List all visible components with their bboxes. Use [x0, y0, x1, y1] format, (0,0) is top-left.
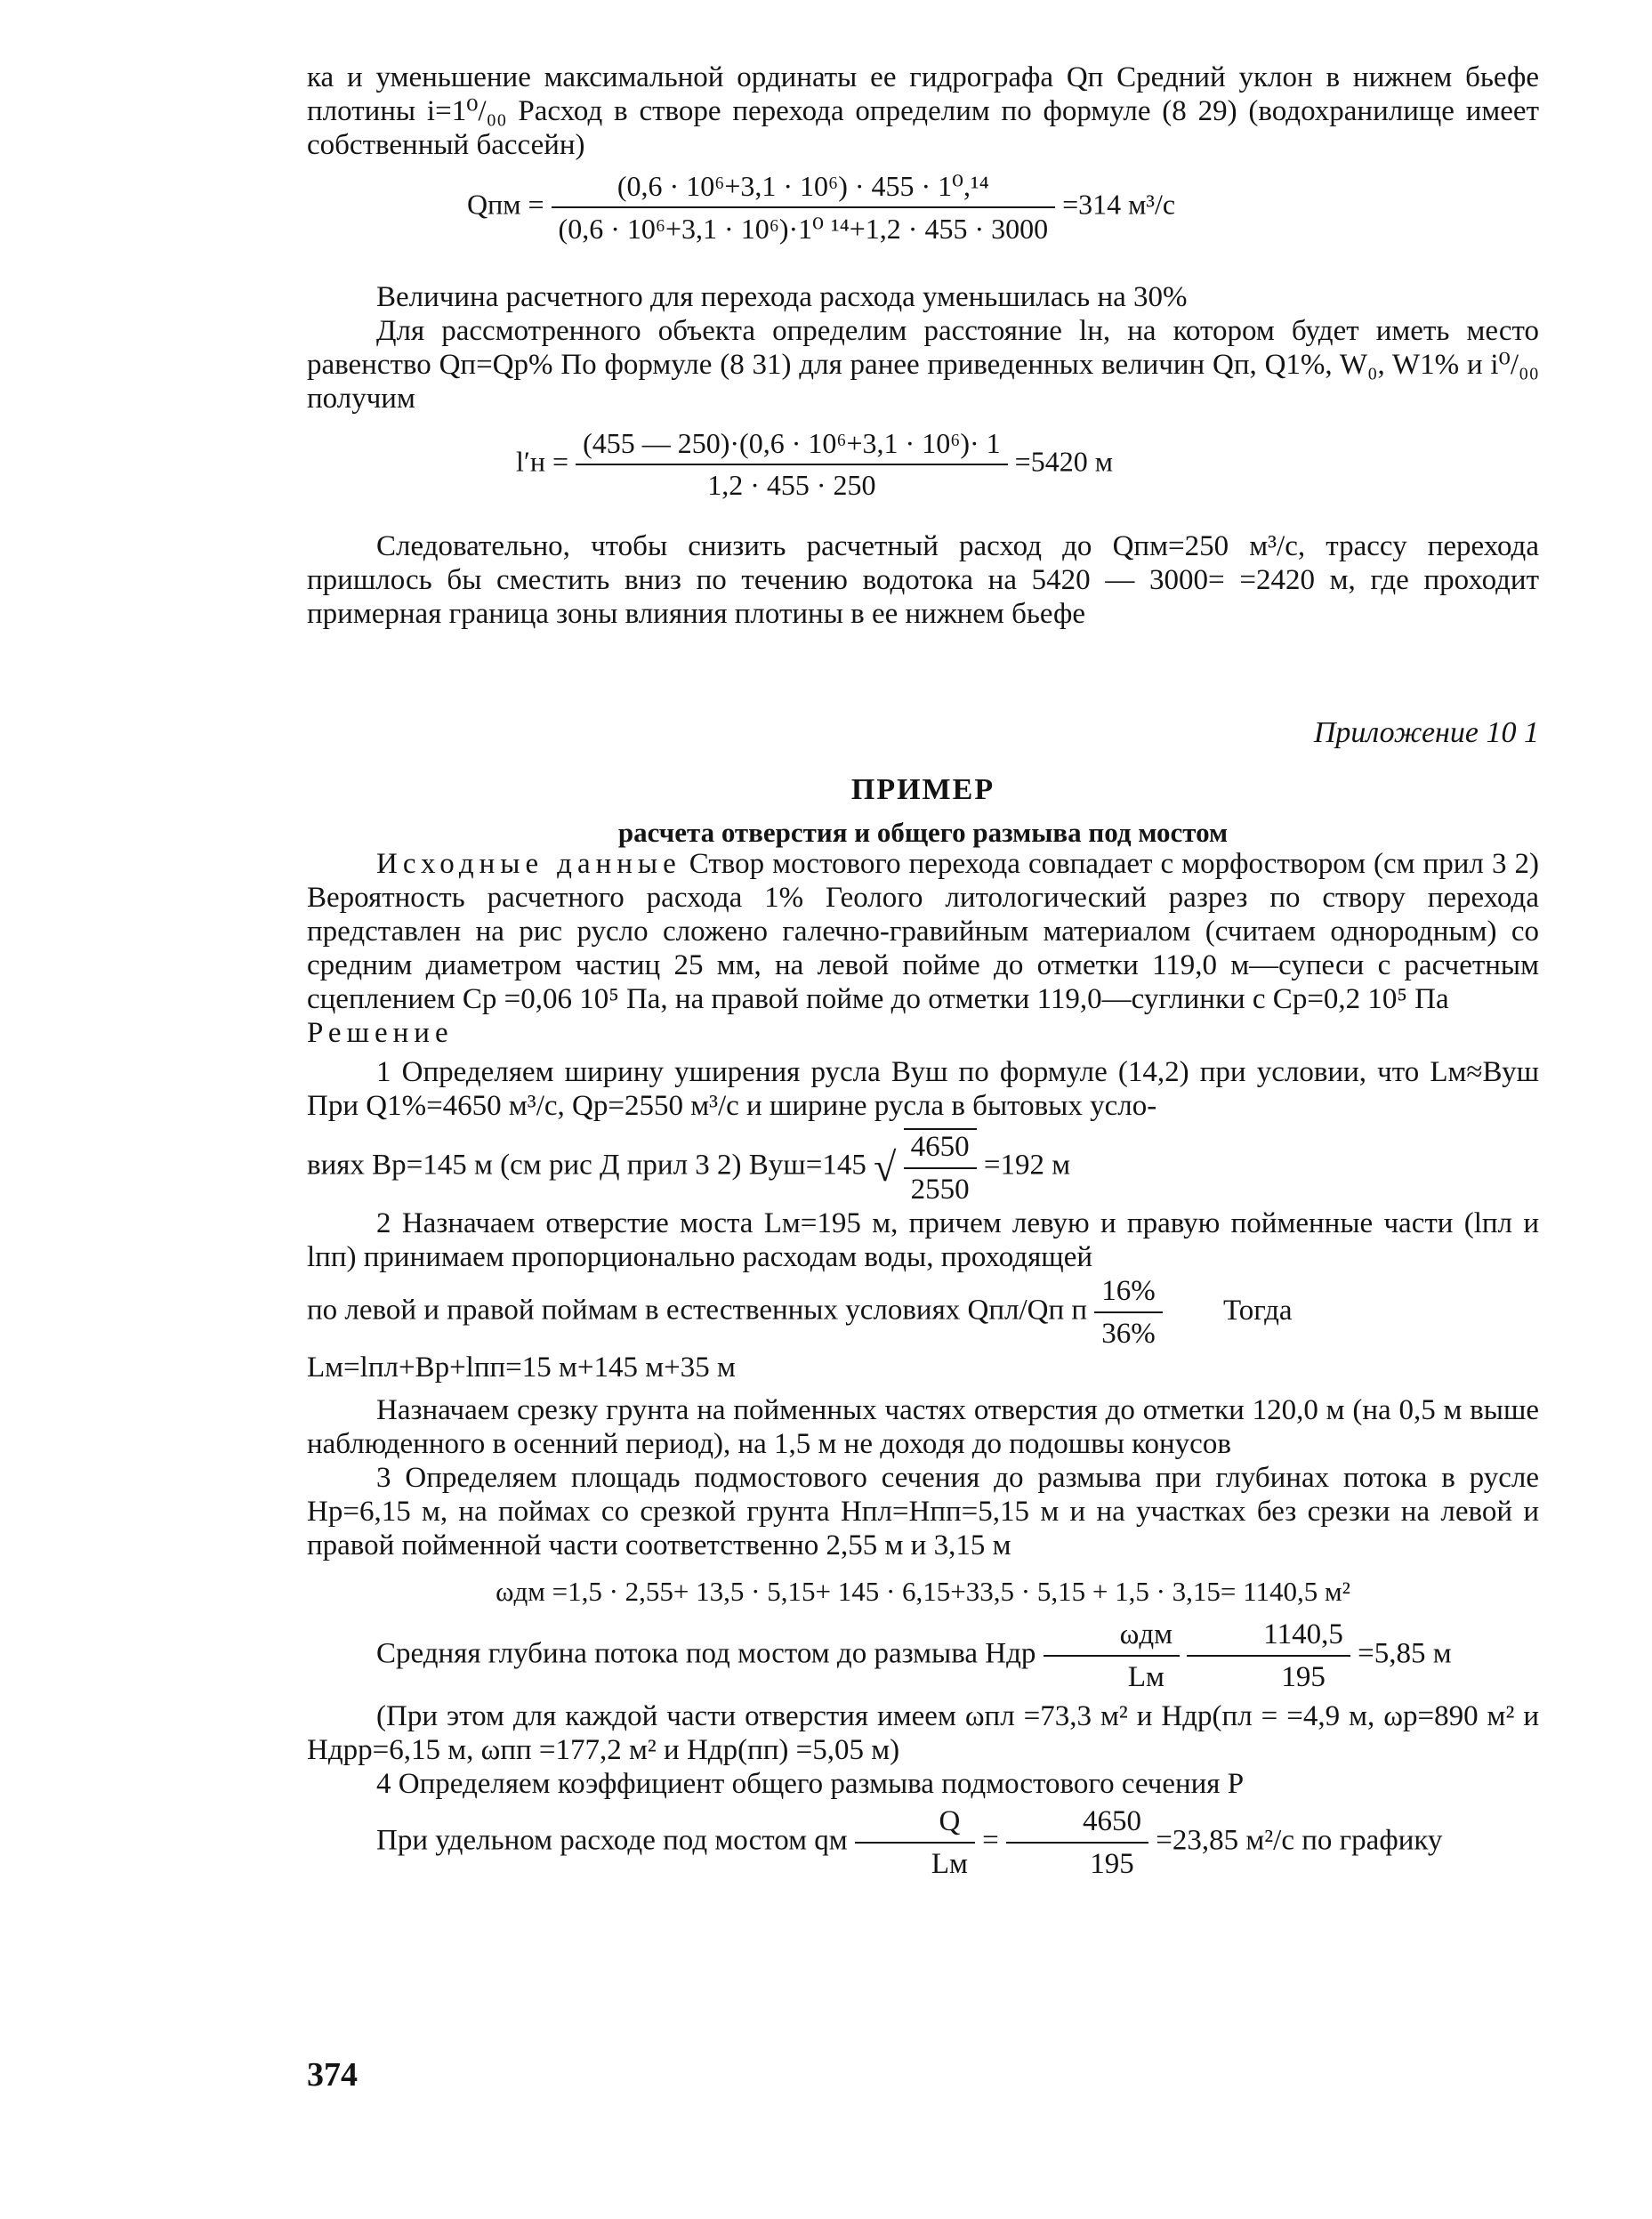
step-2-sum: Lм=lпл+Bр+lпп=15 м+145 м+35 м — [307, 1352, 736, 1384]
step-4-numerator-1: Q — [855, 1804, 975, 1844]
initial-data-text: Створ мостового перехода совпадает с морфоствором (см прил 3 2) Вероятность расчетного расхода 1% Геолого литологический разрез по створу перехода представлен на рис русло сложено галечно-гравийным материалом (считаем однородным) со средним диаметром частиц 25 мм, на левой пойме до отметки 119,0 м—супеси с расчетным сцеплением Cр =0,06 10⁵ Па, на правой пойме до отметки 119,0—суглинки с Cр=0,2 10⁵ Па — [307, 848, 1539, 1015]
formula-l-n — [516, 427, 1113, 502]
step-1-text: 1 Определяем ширину уширения русла Вуш по формуле (14,2) при условии, что Lм≈Вуш При Q1%=4650 м³/с, Qр=2550 м³/с и ширине русла в бытовых усло- — [307, 1056, 1539, 1122]
step-4-fraction-1 — [855, 1804, 975, 1881]
step-3-depth-pre: Средняя глубина потока под мостом до размыва Hдр — [376, 1637, 1036, 1670]
page-number: 374 — [307, 2056, 358, 2094]
step-3-numerator-1: ωдм — [1044, 1618, 1180, 1657]
appendix-title: ПРИМЕР — [850, 773, 995, 806]
intro-section — [307, 61, 1539, 162]
step-2-denominator: 36% — [1101, 1318, 1156, 1350]
step-2-fraction — [1094, 1274, 1163, 1351]
paragraph-conclusion: Следовательно, чтобы снизить расчетный расход до Qпм=250 м³/с, трассу перехода пришлось бы сместить вниз по течению водотока на 5420 — 3000= =2420 м, где проходит примерная граница зоны влияния плотины в ее нижнем бьефе — [307, 530, 1539, 630]
step-4-denominator-2: 195 — [1090, 1848, 1134, 1880]
step-2-cut: Назначаем срезку грунта на пойменных частях отверстия до отметки 120,0 м (на 0,5 м выше наблюденного в осенний период), на 1,5 м не доходя до подошвы конусов — [307, 1394, 1539, 1460]
formula-fraction — [576, 427, 1008, 502]
formula-numerator: (0,6 · 10⁶+3,1 · 10⁶) · 455 · 1⁰,¹⁴ — [552, 169, 1056, 208]
step-1-numerator: 4650 — [904, 1130, 977, 1169]
step-3-parts: (При этом для каждой части отверстия имеем ωпл =73,3 м² и Hдр(пл = =4,9 м, ωр=890 м² и Hдрр=6,15 м, ωпп =177,2 м² и Hдр(пп) =5,05 м) — [307, 1700, 1539, 1766]
step-3-depth — [307, 1618, 1539, 1694]
step-2-formula — [307, 1274, 1539, 1351]
step-4-equals: = — [982, 1824, 999, 1857]
step-3-denominator-2: 195 — [1281, 1661, 1326, 1693]
step-4-specific — [307, 1804, 1539, 1881]
formula-denominator: (0,6 · 10⁶+3,1 · 10⁶)·1⁰ ¹⁴+1,2 · 455 · 3000 — [558, 213, 1049, 245]
step-4-denominator-1: Lм — [931, 1848, 968, 1880]
step-4-text: 4 Определяем коэффициент общего размыва подмостового сечения P — [376, 1768, 1245, 1800]
paragraph-initial-data — [307, 847, 1539, 1016]
step-2-formula-post: Тогда — [1223, 1294, 1293, 1327]
example-body — [307, 847, 1539, 1881]
sqrt-icon: √ — [874, 1144, 897, 1190]
step-3-fraction-2 — [1187, 1618, 1350, 1694]
step-3-depth-post: =5,85 м — [1358, 1637, 1452, 1670]
intro-section-3 — [307, 529, 1539, 631]
step-4-fraction-2 — [1006, 1804, 1148, 1881]
formula-q-pm — [467, 169, 1175, 246]
formula-lhs: Qпм = — [467, 188, 544, 221]
step-4-post: =23,85 м²/с по графику — [1156, 1824, 1443, 1857]
step-4-pre: При удельном расходе под мостом qм — [376, 1824, 848, 1857]
step-1-formula-pre: виях Bр=145 м (см рис Д прил 3 2) Bуш=145 — [307, 1149, 866, 1182]
paragraph-intro: ка и уменьшение максимальной ординаты ее гидрографа Qп Средний уклон в нижнем бьефе плотины i=1⁰/₀₀ Расход в створе перехода определим по формуле (8 29) (водохранилище имеет собственный бассейн) — [307, 61, 1539, 161]
paragraph-reduction: Величина расчетного для перехода расхода уменьшилась на 30% — [376, 281, 1188, 313]
intro-section-2 — [307, 280, 1539, 416]
step-2-text: 2 Назначаем отверстие моста Lм=195 м, причем левую и правую пойменные части (lпл и lпп) принимаем пропорционально расходам воды, проходящей — [307, 1207, 1539, 1273]
formula-fraction — [552, 169, 1056, 246]
appendix-subtitle: расчета отверстия и общего размыва под мостом — [617, 817, 1229, 848]
step-3-fraction-1 — [1044, 1618, 1180, 1694]
step-3-formula: ωдм =1,5 · 2,55+ 13,5 · 5,15+ 145 · 6,15+33,5 · 5,15 + 1,5 · 3,15= 1140,5 м² — [496, 1576, 1350, 1607]
step-2-numerator: 16% — [1094, 1274, 1163, 1313]
formula-numerator: (455 — 250)·(0,6 · 10⁶+3,1 · 10⁶)· 1 — [576, 427, 1008, 465]
formula-rhs: =314 м³/с — [1062, 188, 1176, 221]
step-1-fraction — [904, 1128, 977, 1206]
appendix-header — [307, 716, 1539, 850]
formula-lhs: l′н = — [516, 445, 569, 478]
step-3-numerator-2: 1140,5 — [1187, 1618, 1350, 1657]
solution-heading: Решение — [307, 1017, 454, 1049]
formula-rhs: =5420 м — [1014, 445, 1113, 478]
appendix-label: Приложение 10 1 — [1313, 716, 1539, 749]
step-3-text: 3 Определяем площадь подмостового сечения до размыва при глубинах потока в русле Hр=6,15 м, на поймах со срезкой грунта Hпл=Hпп=5,15 м и на участках без срезки на левой и правой пойменной части соответственно 2,55 м и 3,15 м — [307, 1462, 1539, 1561]
step-1-formula — [307, 1128, 1539, 1206]
step-2-formula-pre: по левой и правой поймам в естественных условиях Qпл/Qп п — [307, 1294, 1088, 1327]
step-1-formula-post: =192 м — [983, 1149, 1071, 1182]
step-4-numerator-2: 4650 — [1006, 1804, 1148, 1844]
paragraph-distance: Для рассмотренного объекта определим расстояние lн, на котором будет иметь место равенство Qп=Qp% По формуле (8 31) для ранее приведенных величин Qп, Q1%, W₀, W1% и i⁰/₀₀ получим — [307, 315, 1539, 415]
initial-data-lead: Исходные данные — [376, 848, 681, 880]
step-1-denominator: 2550 — [910, 1174, 970, 1206]
formula-denominator: 1,2 · 455 · 250 — [707, 469, 876, 501]
step-3-denominator-1: Lм — [1127, 1661, 1164, 1693]
